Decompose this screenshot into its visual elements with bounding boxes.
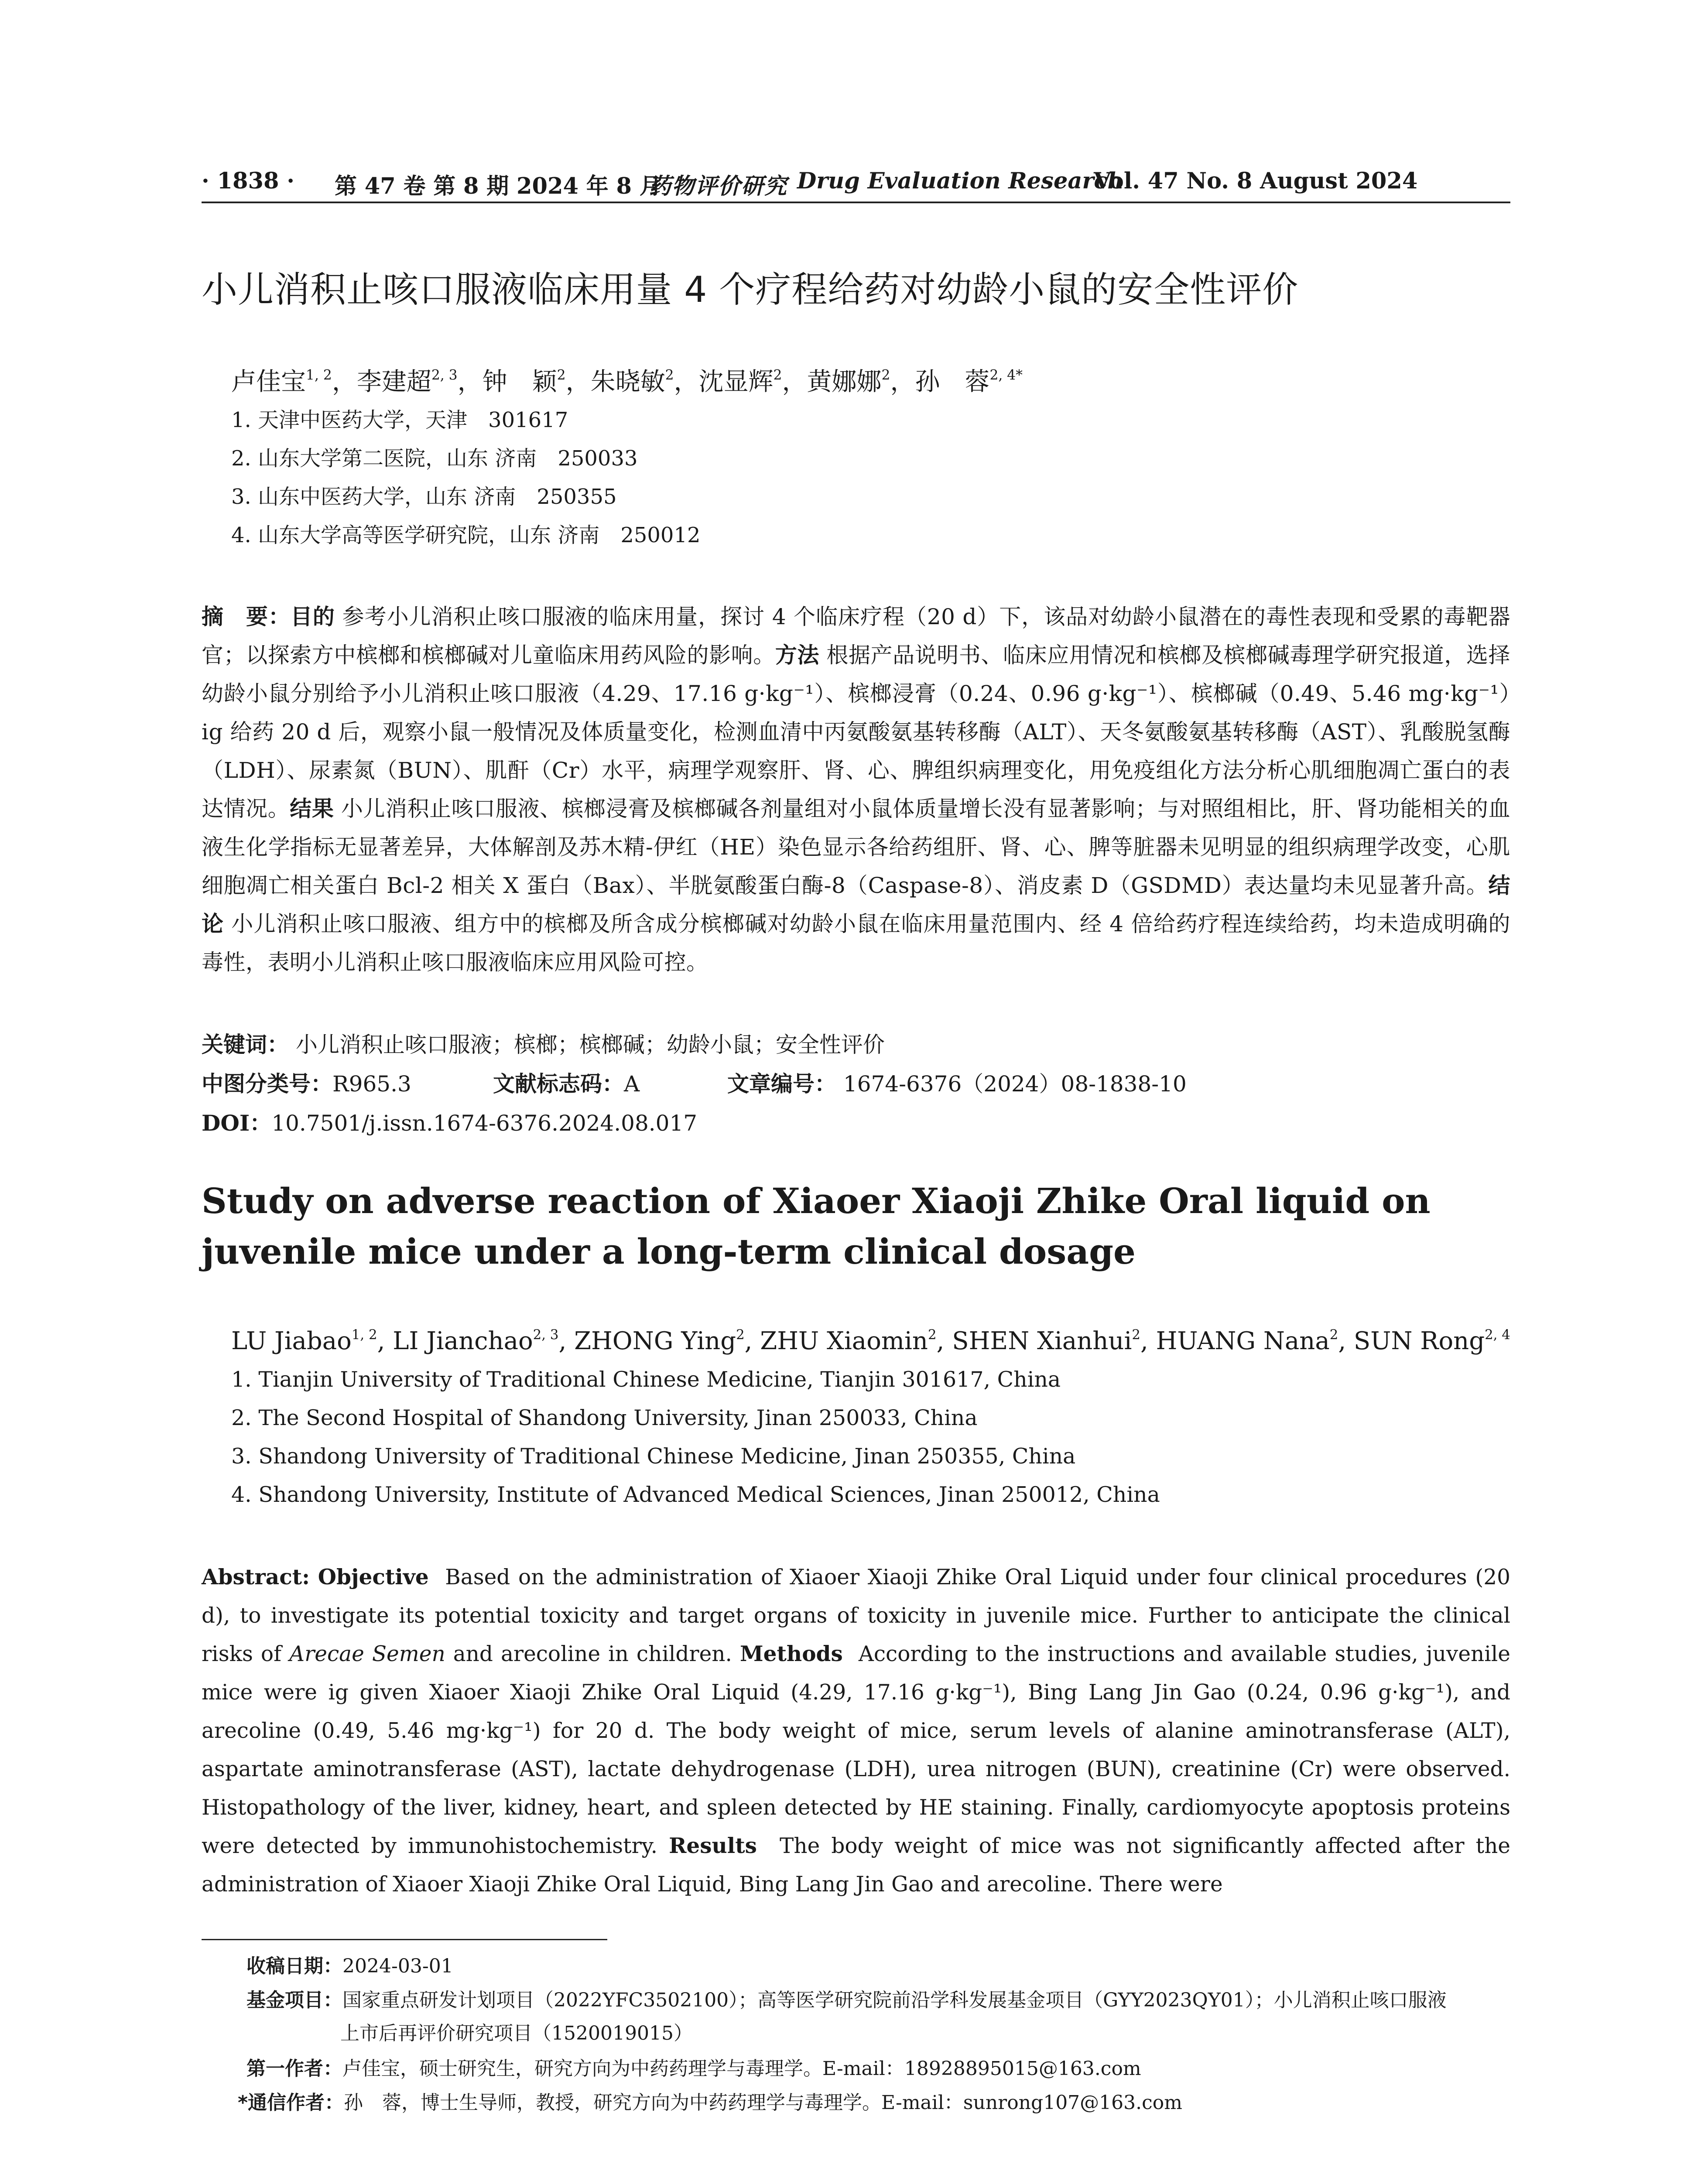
author-en-affil: 2 [736,1326,745,1343]
author-cn-affil: 2, 4* [989,367,1023,383]
author-separator: , [558,1327,575,1355]
author-separator: ， [782,367,807,396]
affiliation-en: 1. Tianjin University of Traditional Chinese Medicine, Tianjin 301617, China [231,1367,1061,1392]
author-cn-affil: 2 [557,367,566,383]
conclusion-label-cn: 结论 [202,873,1510,937]
footnote-rule [202,1939,607,1940]
keywords-label: 关键词： [202,1032,289,1057]
author-separator: , [1140,1327,1156,1355]
author-separator: , [744,1327,760,1355]
header-rule [202,202,1510,203]
author-separator: , [377,1327,393,1355]
author-en-affil: 2, 3 [533,1326,559,1343]
methods-label-cn: 方法 [775,643,819,668]
doi-line [202,1106,1510,1141]
affiliation-cn: 4. 山东大学高等医学研究院，山东 济南 250012 [231,523,701,547]
author-cn-affil: 2, 3 [431,367,458,383]
abstract-cn [202,598,1510,981]
author-cn: 卢佳宝 [231,367,306,396]
affiliation-en: 4. Shandong University, Institute of Advanced Medical Sciences, Jinan 250012, China [231,1482,1160,1507]
author-separator: ， [565,367,591,396]
author-en-affil: 1, 2 [351,1326,377,1343]
conclusion-text-cn: 小儿消积止咳口服液、组方中的槟榔及所含成分槟榔碱对幼龄小鼠在临床用量范围内、经 4 倍给药疗程连续给药，均未造成明确的毒性，表明小儿消积止咳口服液临床应用风险可控。 [202,911,1510,975]
objective-label-cn: 目的 [290,604,335,629]
corresponding-label: *通信作者： [238,2092,344,2114]
first-author-label: 第一作者： [246,2058,342,2080]
doi-label: DOI： [202,1110,272,1136]
footnote-fund [246,1984,1512,2050]
header-journal-en: Drug Evaluation Research [797,168,1124,194]
abstract-label-en: Abstract: [202,1565,310,1590]
affiliation-en: 3. Shandong University of Traditional Chinese Medicine, Jinan 250355, China [231,1444,1076,1469]
author-separator: ， [332,367,357,396]
clc-label: 中图分类号： [202,1071,332,1097]
objective-italic-en: Arecae Semen [289,1642,445,1666]
author-cn: 黄娜娜 [807,367,882,396]
keywords-value: 小儿消积止咳口服液；槟榔；槟榔碱；幼龄小鼠；安全性评价 [295,1032,885,1057]
author-cn-affil: 2 [773,367,782,383]
footnote-corresponding [238,2086,1503,2119]
methods-text-cn: 根据产品说明书、临床应用情况和槟榔及槟榔碱毒理学研究报道，选择幼龄小鼠分别给予小儿消积止咳口服液（4.29、17.16 g·kg⁻¹）、槟榔浸膏（0.24、0.96 g·kg⁻¹）、槟榔碱（0.49、5.46 mg·kg⁻¹）ig 给药 20 d 后，观察小鼠一般情况及体质量变化，检测血清中丙氨酸氨基转移酶（ALT）、天冬氨酸氨基转移酶（AST）、乳酸脱氢酶（LDH）、尿素氮（BUN）、肌酐（Cr）水平，病理学观察肝、肾、心、脾组织病理变化，用免疫组化方法分析心肌细胞凋亡蛋白的表达情况。 [202,643,1511,821]
objective-label-en: Objective [318,1565,429,1590]
author-en: LI Jianchao [393,1327,533,1355]
article-number-label: 文章编号： [727,1071,836,1097]
methods-text-en: According to the instructions and available studies, juvenile mice were ig given Xiaoer Xiaoji Zhike Oral Liquid (4.29, 17.16 g·kg⁻¹), Bing Lang Jin Gao (0.24, 0.96 g·kg⁻¹), and arecoline (0.49, 5.46 mg·kg⁻¹) for 20 d. The body weight of mice, serum levels of alanine aminotransferase (ALT), aspartate aminotransferase (AST), lactate dehydrogenase (LDH), urea nitrogen (BUN), creatinine (Cr) were observed. Histopathology of the liver, kidney, heart, and spleen detected by HE staining. Finally, cardiomyocyte apoptosis proteins were detected by immunohistochemistry. [202,1642,1510,1858]
author-cn: 李建超 [356,367,431,396]
author-cn-affil: 2 [665,367,674,383]
clc-value: R965.3 [332,1071,411,1097]
objective-text-cn: 参考小儿消积止咳口服液的临床用量，探讨 4 个临床疗程（20 d）下，该品对幼龄小鼠潜在的毒性表现和受累的毒靶器官；以探索方中槟榔和槟榔碱对儿童临床用药风险的影响。 [202,604,1511,668]
affiliation-en: 2. The Second Hospital of Shandong University, Jinan 250033, China [231,1405,978,1430]
fund-label: 基金项目： [246,1989,342,2011]
header-page-number: · 1838 · [202,168,294,194]
received-value: 2024-03-01 [342,1955,453,1977]
author-separator: , [1338,1327,1354,1355]
author-cn: 沈显辉 [698,367,774,396]
author-en: HUANG Nana [1156,1327,1330,1355]
footnote-first-author [246,2052,1512,2085]
affiliation-cn: 3. 山东中医药大学，山东 济南 250355 [231,485,617,509]
objective-tail-en: and arecoline in children. [445,1642,732,1666]
abstract-label-cn: 摘 要： [202,604,291,629]
author-en-affil: 2 [928,1326,937,1343]
results-label-en: Results [669,1833,757,1858]
header-issue-en: Vol. 47 No. 8 August 2024 [1094,168,1418,194]
author-cn-affil: 2 [881,367,890,383]
author-cn: 钟 颖 [482,367,557,396]
objective-text-en: Based on the administration of Xiaoer Xiaoji Zhike Oral Liquid under four clinical procedures (20 d), to investigate its potential toxicity and target organs of toxicity in juvenile mice. Further to anticipate the clinical risks of [202,1565,1510,1666]
article-number-value: 1674-6376（2024）08-1838-10 [843,1071,1187,1097]
doi-value: 10.7501/j.issn.1674-6376.2024.08.017 [271,1111,698,1136]
header-issue-cn: 第 47 卷 第 8 期 2024 年 8 月 [335,173,662,199]
results-label-cn: 结果 [290,796,334,821]
author-en: SHEN Xianhui [952,1327,1132,1355]
title-cn: 小儿消积止咳口服液临床用量 4 个疗程给药对幼龄小鼠的安全性评价 [202,269,1299,311]
author-separator: ， [457,367,483,396]
affiliation-cn: 2. 山东大学第二医院，山东 济南 250033 [231,446,638,471]
author-separator: ， [674,367,699,396]
author-separator: ， [890,367,915,396]
title-en: Study on adverse reaction of Xiaoer Xiaoji Zhike Oral liquid on juvenile mice under a long-term clinical dosage [202,1180,1431,1272]
received-label: 收稿日期： [246,1955,342,1977]
author-cn-affil: 1, 2 [306,367,332,383]
header-journal-cn: 药物评价研究 [649,173,788,199]
doc-code-value: A [624,1071,640,1097]
corresponding-text: 孙 蓉，博士生导师，教授，研究方向为中药药理学与毒理学。E-mail：sunrong107@163.com [344,2092,1183,2114]
author-separator: , [936,1327,952,1355]
abstract-en [202,1558,1510,1904]
author-en-affil: 2, 4 [1485,1326,1510,1343]
author-en: ZHONG Ying [574,1327,736,1355]
author-en: LU Jiabao [231,1327,352,1355]
author-cn: 孙 蓉 [915,367,990,396]
authors-cn [231,364,1496,399]
first-author-text: 卢佳宝，硕士研究生，研究方向为中药药理学与毒理学。E-mail：18928895015@163.com [342,2058,1141,2080]
affiliation-cn: 1. 天津中医药大学，天津 301617 [231,408,568,432]
running-header [202,168,1510,198]
author-en-affil: 2 [1329,1326,1338,1343]
footnote-received [246,1950,1512,1983]
author-cn: 朱晓敏 [590,367,665,396]
results-text-en: The body weight of mice was not significantly affected after the administration of Xiaoer Xiaoji Zhike Oral Liquid, Bing Lang Jin Gao and arecoline. There were [202,1834,1511,1897]
doc-code-label: 文献标志码： [493,1071,624,1097]
author-en-affil: 2 [1132,1326,1140,1343]
keywords-cn [202,1027,1510,1062]
fund-text-line1: 国家重点研发计划项目（2022YFC3502100）；高等医学研究院前沿学科发展基金项目（GYY2023QY01）；小儿消积止咳口服液 [342,1989,1447,2011]
methods-label-en: Methods [739,1641,843,1666]
authors-en [231,1324,1518,1359]
fund-text-line2: 上市后再评价研究项目（1520019015） [340,2022,693,2044]
author-en: ZHU Xiaomin [760,1327,928,1355]
results-text-cn: 小儿消积止咳口服液、槟榔浸膏及槟榔碱各剂量组对小鼠体质量增长没有显著影响；与对照组相比，肝、肾功能相关的血液生化学指标无显著差异，大体解剖及苏木精-伊红（HE）染色显示各给药组肝、肾、心、脾等脏器未见明显的组织病理学改变，心肌细胞凋亡相关蛋白 Bcl-2 相关 X 蛋白（Bax）、半胱氨酸蛋白酶-8（Caspase-8）、消皮素 D（GSDMD）表达量均未见显著升高。 [202,796,1510,898]
author-en: SUN Rong [1353,1327,1485,1355]
